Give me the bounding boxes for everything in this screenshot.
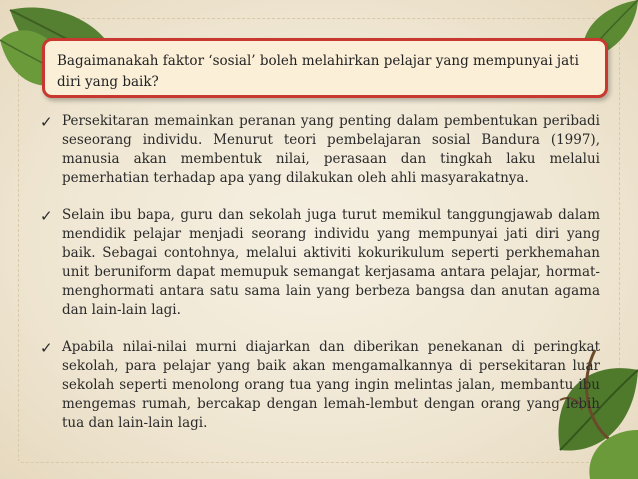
bullet-item <box>40 206 600 320</box>
bullet-list <box>40 112 600 451</box>
slide-title-box <box>42 38 608 98</box>
bullet-text: Selain ibu bapa, guru dan sekolah juga turut memikul tanggungjawab dalam mendidik pelajar menjadi seorang individu yang mempunyai jati diri yang baik. Sebagai contohnya, melalui aktiviti kokurikulum seperti perkhemahan unit beruniform dapat memupuk semangat kerjasama antara pelajar, hormat-menghormati antara satu sama lain yang berbeza bangsa dan anutan agama dan lain-lain lagi. <box>62 207 600 318</box>
checkmark-icon: ✓ <box>40 207 53 225</box>
bullet-item <box>40 112 600 188</box>
bullet-item <box>40 338 600 433</box>
checkmark-icon: ✓ <box>40 339 53 357</box>
slide-title: Bagaimanakah faktor ‘sosial’ boleh melahirkan pelajar yang mempunyai jati diri yang baik? <box>57 53 579 90</box>
checkmark-icon: ✓ <box>40 113 53 131</box>
bullet-text: Apabila nilai-nilai murni diajarkan dan diberikan penekanan di peringkat sekolah, para pelajar yang baik akan mengamalkannya di persekitaran luar sekolah seperti menolong orang tua yang ingin melintas jalan, membantu ibu mengemas rumah, bercakap dengan lemah-lembut dengan orang yang lebih tua dan lain-lain lagi. <box>62 339 600 431</box>
bullet-text: Persekitaran memainkan peranan yang penting dalam pembentukan peribadi seseorang individu. Menurut teori pembelajaran sosial Bandura (1997), manusia akan membentuk nilai, perasaan dan tingkah laku melalui pemerhatian terhadap apa yang dilakukan oleh ahli masyarakatnya. <box>62 113 600 186</box>
